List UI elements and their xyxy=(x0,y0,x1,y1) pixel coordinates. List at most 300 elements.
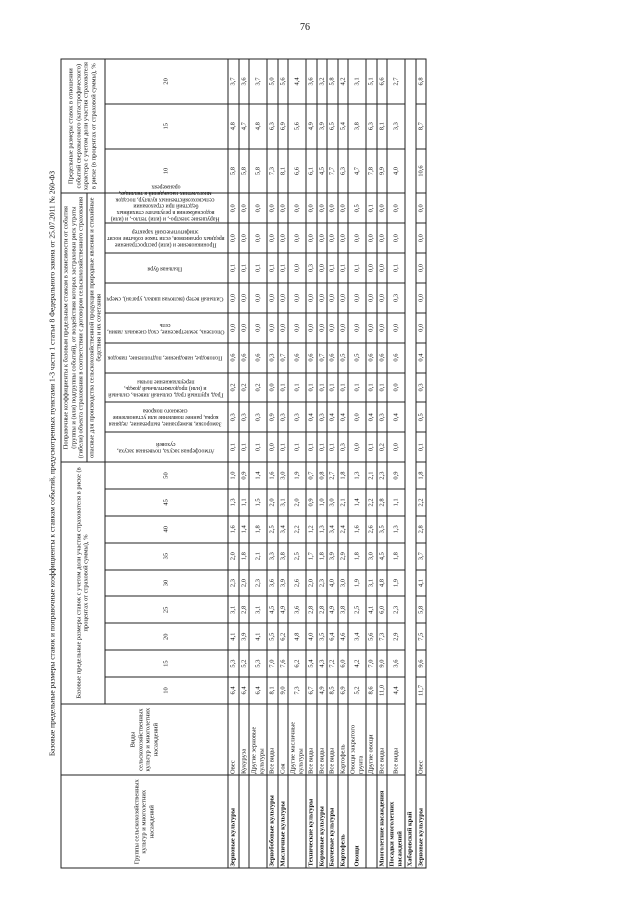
base-rate-cell: 3,0 xyxy=(366,542,377,569)
coefficient-cell: 0,0 xyxy=(239,223,250,253)
row-kind: Картофель xyxy=(338,703,349,775)
header-base-rates: Базовые предельные размеры ставок с учетом доли участия страхователя в риске (в процентах от страховой суммы), % xyxy=(61,462,105,704)
row-group: Технические культуры xyxy=(306,775,317,868)
base-rate-cell: 2,0 xyxy=(228,542,239,569)
coefficient-cell: 0,6 xyxy=(249,342,267,372)
coefficient-cell: 0,1 xyxy=(306,372,317,402)
base-rate-cell: 4,8 xyxy=(288,623,306,650)
base-rate-cell: 2,0 xyxy=(306,569,317,596)
base-rate-cell: 6,4 xyxy=(327,623,338,650)
coefficient-cell: 0,6 xyxy=(288,342,306,372)
base-rate-cell: 5,6 xyxy=(366,623,377,650)
row-kind: Все виды xyxy=(306,703,317,775)
page-number: 76 xyxy=(300,22,310,33)
base-rate-cell: 1,9 xyxy=(348,569,366,596)
coefficient-cell: 0,0 xyxy=(387,193,405,223)
coefficient-cell: 0,6 xyxy=(377,342,388,372)
final-rate-cell: 5,8 xyxy=(249,148,267,193)
base-rate-cell: 1,1 xyxy=(239,488,250,515)
final-rate-cell: 4,8 xyxy=(228,103,239,148)
coefficient-cell: 0,3 xyxy=(288,402,306,432)
table-row xyxy=(317,59,328,868)
coefficient-cell: 0,1 xyxy=(288,372,306,402)
coefficient-cell: 0,3 xyxy=(239,402,250,432)
base-rate-cell: 5,3 xyxy=(249,650,267,677)
header-coef-label: Атмосферная засуха, почвенная засуха, суховей xyxy=(116,440,214,454)
base-rate-cell: 2,3 xyxy=(387,596,405,623)
coefficient-cell: 0,1 xyxy=(288,432,306,462)
coefficient-cell: 0,1 xyxy=(239,432,250,462)
base-rate-cell: 1,8 xyxy=(387,542,405,569)
coefficient-cell: 0,0 xyxy=(288,193,306,223)
row-kind: Все виды xyxy=(267,703,278,775)
final-rate-cell: 3,2 xyxy=(317,59,328,104)
base-rate-cell: 2,8 xyxy=(416,515,427,542)
coefficient-cell: 0,1 xyxy=(327,372,338,402)
base-rate-cell: 5,2 xyxy=(348,677,366,704)
header-coef-column xyxy=(105,183,229,223)
coefficient-cell: 0,1 xyxy=(249,253,267,283)
final-rate-cell: 3,1 xyxy=(348,59,366,104)
header-coef-label: Заморозки, вымерзание, выпревание, ледяная корка, раннее появление или установление снежного покрова xyxy=(108,407,222,427)
final-rate-cell: 4,7 xyxy=(348,148,366,193)
coefficient-cell: 0,0 xyxy=(249,223,267,253)
base-rate-cell: 8,5 xyxy=(327,677,338,704)
row-group: Бахчевые культуры xyxy=(327,775,338,868)
base-rate-cell: 3,3 xyxy=(267,542,278,569)
base-rate-cell: 2,9 xyxy=(387,623,405,650)
coefficient-cell: 0,1 xyxy=(228,253,239,283)
coefficient-cell: 0,0 xyxy=(327,193,338,223)
base-rate-cell: 1,3 xyxy=(387,515,405,542)
coefficient-cell: 0,0 xyxy=(306,223,317,253)
coefficient-cell: 0,0 xyxy=(278,223,289,253)
coefficient-cell: 0,0 xyxy=(239,193,250,223)
coefficient-cell: 0,0 xyxy=(387,372,405,402)
final-rate-cell: 6,3 xyxy=(366,103,377,148)
coefficient-cell: 0,4 xyxy=(338,402,349,432)
header-coef-column xyxy=(105,402,229,432)
coefficient-cell: 0,0 xyxy=(366,253,377,283)
row-kind: Соя xyxy=(278,703,289,775)
final-rate-cell: 7,3 xyxy=(267,148,278,193)
base-rate-cell: 5,3 xyxy=(228,650,239,677)
coefficient-cell: 0,0 xyxy=(327,223,338,253)
base-rate-cell: 4,9 xyxy=(278,596,289,623)
final-rate-cell: 8,7 xyxy=(416,103,427,148)
base-rate-cell: 2,2 xyxy=(288,515,306,542)
base-rate-cell: 6,4 xyxy=(239,677,250,704)
coefficient-cell: 0,0 xyxy=(278,312,289,342)
coefficient-cell: 0,0 xyxy=(377,223,388,253)
base-rate-cell: 7,3 xyxy=(377,623,388,650)
base-rate-cell: 1,8 xyxy=(239,542,250,569)
final-rate-cell: 5,8 xyxy=(327,59,338,104)
final-rate-cell: 3,6 xyxy=(306,59,317,104)
base-rate-cell: 0,9 xyxy=(306,488,317,515)
coefficient-cell: 0,2 xyxy=(228,372,239,402)
row-kind: Другие зерновые культуры xyxy=(249,703,267,775)
base-rate-cell: 4,9 xyxy=(317,677,328,704)
coefficient-cell: 0,0 xyxy=(306,283,317,313)
final-rate-cell: 8,1 xyxy=(377,103,388,148)
coefficient-cell: 0,5 xyxy=(338,342,349,372)
base-rate-cell: 4,2 xyxy=(348,650,366,677)
table-row xyxy=(366,59,377,868)
row-group: Посадки многолетних насаждений xyxy=(387,775,405,868)
header-coef-label: Град, крупный град, сильный ливень, сильный и (или) продолжительный дождь, переувлажнение почвы xyxy=(107,377,223,397)
final-rate-cell: 4,2 xyxy=(338,59,349,104)
base-rate-cell: 4,4 xyxy=(387,677,405,704)
base-rate-cell: 1,9 xyxy=(288,462,306,489)
base-rate-cell: 5,8 xyxy=(416,596,427,623)
final-rate-cell: 3,6 xyxy=(239,59,250,104)
base-rate-cell: 3,9 xyxy=(327,542,338,569)
header-coef-label: Проникновение и (или) распространение вредных организмов, если такое событие носит эпифитотический характер xyxy=(106,228,224,248)
table-row xyxy=(338,59,349,868)
row-group: Зерновые культуры xyxy=(228,775,239,868)
row-group: Многолетние насаждения xyxy=(377,775,388,868)
final-rate-cell: 2,7 xyxy=(387,59,405,104)
base-rate-cell: 1,8 xyxy=(416,462,427,489)
final-rate-cell: 10,6 xyxy=(416,148,427,193)
coefficient-cell: 0,0 xyxy=(239,283,250,313)
final-rate-cell: 3,7 xyxy=(228,59,239,104)
header-coef-label: Сильный ветер (включая шквал, ураган), смерч xyxy=(106,294,224,301)
header-coef-column xyxy=(105,372,229,402)
final-rate-cell: 5,6 xyxy=(278,59,289,104)
base-rate-cell: 6,4 xyxy=(249,677,267,704)
header-coef-label: Пыльная буря xyxy=(147,264,183,271)
coefficient-cell: 0,7 xyxy=(278,342,289,372)
final-rate-cell: 4,4 xyxy=(288,59,306,104)
coefficient-cell: 0,0 xyxy=(387,432,405,462)
base-rate-cell: 6,2 xyxy=(288,650,306,677)
base-rate-cell: 2,8 xyxy=(306,596,317,623)
base-rate-cell: 2,3 xyxy=(228,569,239,596)
base-rate-cell: 4,1 xyxy=(366,596,377,623)
coefficient-cell: 0,3 xyxy=(338,432,349,462)
coefficient-cell: 0,0 xyxy=(306,193,317,223)
row-group xyxy=(288,775,306,868)
base-rate-cell: 3,6 xyxy=(387,650,405,677)
base-rate-cell: 4,1 xyxy=(416,569,427,596)
coefficient-cell: 0,0 xyxy=(249,193,267,223)
coefficient-cell: 0,0 xyxy=(317,253,328,283)
coefficient-cell: 0,2 xyxy=(377,432,388,462)
coefficient-cell: 0,0 xyxy=(228,193,239,223)
row-group: Овощи xyxy=(348,775,366,868)
coefficient-cell: 0,0 xyxy=(348,402,366,432)
base-rate-cell: 1,6 xyxy=(267,462,278,489)
row-group xyxy=(239,775,250,868)
header-base-pct: 10 xyxy=(105,677,229,704)
row-kind: Все виды xyxy=(327,703,338,775)
coefficient-cell: 0,1 xyxy=(228,432,239,462)
base-rate-cell: 5,2 xyxy=(239,650,250,677)
coefficient-cell: 0,0 xyxy=(348,223,366,253)
coefficient-cell: 0,0 xyxy=(278,283,289,313)
coefficient-cell: 0,0 xyxy=(288,253,306,283)
coefficient-cell: 0,7 xyxy=(317,342,328,372)
header-final-pct: 10 xyxy=(105,148,229,193)
header-natural-events: опасные для производства сельскохозяйственной продукции природные явления и стихийные бедствия и их сочетания xyxy=(87,193,105,462)
row-group: Зерновые культуры xyxy=(416,775,427,868)
header-base-pct: 25 xyxy=(105,596,229,623)
row-kind: Овес xyxy=(416,703,427,775)
coefficient-cell: 0,0 xyxy=(288,283,306,313)
coefficient-cell: 0,0 xyxy=(327,312,338,342)
coefficient-cell: 0,1 xyxy=(338,253,349,283)
header-base-pct: 35 xyxy=(105,542,229,569)
coefficient-cell: 0,0 xyxy=(267,283,278,313)
coefficient-cell: 0,4 xyxy=(387,402,405,432)
final-rate-cell: 4,5 xyxy=(317,148,328,193)
base-rate-cell: 0,7 xyxy=(306,462,317,489)
table-row xyxy=(306,59,317,868)
base-rate-cell: 7,3 xyxy=(288,677,306,704)
header-base-pct: 20 xyxy=(105,623,229,650)
base-rate-cell: 11,0 xyxy=(377,677,388,704)
row-kind: Овощи закрытого грунта xyxy=(348,703,366,775)
header-base-pct: 15 xyxy=(105,650,229,677)
base-rate-cell: 4,5 xyxy=(267,596,278,623)
row-kind: Другие овощи xyxy=(366,703,377,775)
coefficient-cell: 0,4 xyxy=(306,402,317,432)
table-row xyxy=(239,59,250,868)
coefficient-cell: 0,0 xyxy=(317,223,328,253)
header-coef-column xyxy=(105,342,229,372)
row-kind: Все виды xyxy=(317,703,328,775)
header-final-rates: Предельные размеры ставок в отношении событий сверхвысокого (катастрофического) характера с учетом доли участия страхователя в риске (в процентах от страховой суммы), % xyxy=(61,59,105,193)
final-rate-cell: 4,8 xyxy=(249,103,267,148)
base-rate-cell: 1,8 xyxy=(348,542,366,569)
final-rate-cell: 5,0 xyxy=(267,59,278,104)
final-rate-cell: 3,7 xyxy=(249,59,267,104)
base-rate-cell: 1,8 xyxy=(338,462,349,489)
base-rate-cell: 3,4 xyxy=(327,515,338,542)
base-rate-cell: 2,6 xyxy=(366,515,377,542)
base-rate-cell: 6,4 xyxy=(228,677,239,704)
base-rate-cell: 9,0 xyxy=(377,650,388,677)
base-rate-cell: 1,0 xyxy=(317,488,328,515)
base-rate-cell: 3,8 xyxy=(278,542,289,569)
coefficient-cell: 0,0 xyxy=(338,283,349,313)
base-rate-cell: 1,5 xyxy=(249,488,267,515)
base-rate-cell: 0,8 xyxy=(317,462,328,489)
base-rate-cell: 3,5 xyxy=(317,623,328,650)
coefficient-cell: 0,6 xyxy=(366,342,377,372)
coefficient-cell: 0,5 xyxy=(416,402,427,432)
coefficient-cell: 0,3 xyxy=(306,253,317,283)
final-rate-cell: 6,6 xyxy=(377,59,388,104)
coefficient-cell: 0,0 xyxy=(267,223,278,253)
row-group xyxy=(249,775,267,868)
coefficient-cell: 0,1 xyxy=(317,432,328,462)
base-rate-cell: 3,1 xyxy=(228,596,239,623)
base-rate-cell: 6,9 xyxy=(338,677,349,704)
base-rate-cell: 4,6 xyxy=(338,623,349,650)
header-coef-column xyxy=(105,432,229,462)
base-rate-cell: 4,9 xyxy=(327,596,338,623)
row-kind: Другие масличные культуры xyxy=(288,703,306,775)
coefficient-cell: 0,3 xyxy=(377,402,388,432)
final-rate-cell: 6,8 xyxy=(416,59,427,104)
base-rate-cell: 2,2 xyxy=(366,488,377,515)
header-coef-column xyxy=(105,283,229,313)
header-final-pct: 20 xyxy=(105,59,229,104)
coefficient-cell: 0,0 xyxy=(317,312,328,342)
coefficient-cell: 0,3 xyxy=(228,402,239,432)
coefficient-cell: 0,1 xyxy=(366,193,377,223)
base-rate-cell: 6,2 xyxy=(278,623,289,650)
base-rate-cell: 1,3 xyxy=(317,515,328,542)
table-row xyxy=(416,59,427,868)
coefficient-cell: 0,1 xyxy=(306,432,317,462)
coefficient-cell: 0,1 xyxy=(278,253,289,283)
coefficient-cell: 0,1 xyxy=(387,253,405,283)
base-rate-cell: 1,7 xyxy=(306,542,317,569)
final-rate-cell: 5,6 xyxy=(288,103,306,148)
table-row xyxy=(267,59,278,868)
table-title: Базовые предельные размеры ставок и поправочные коэффициенты к ставкам событий, предусмотренных пунктами 1-3 части 1 статьи 8 Федерального закона от 25.07.2011 № 260-ФЗ xyxy=(47,170,57,756)
coefficient-cell: 0,0 xyxy=(228,283,239,313)
base-rate-cell: 3,7 xyxy=(416,542,427,569)
base-rate-cell: 9,0 xyxy=(278,677,289,704)
base-rate-cell: 3,1 xyxy=(249,596,267,623)
base-rate-cell: 2,5 xyxy=(288,542,306,569)
row-group xyxy=(366,775,377,868)
table-sheet xyxy=(48,58,593,868)
base-rate-cell: 6,0 xyxy=(377,596,388,623)
table-row xyxy=(377,59,388,868)
base-rate-cell: 2,0 xyxy=(267,488,278,515)
base-rate-cell: 3,1 xyxy=(278,488,289,515)
coefficient-cell: 0,3 xyxy=(416,372,427,402)
base-rate-cell: 2,9 xyxy=(338,542,349,569)
base-rate-cell: 2,0 xyxy=(239,569,250,596)
coefficient-cell: 0,0 xyxy=(306,312,317,342)
table-row xyxy=(387,59,405,868)
base-rate-cell: 4,0 xyxy=(306,623,317,650)
base-rate-cell: 3,4 xyxy=(348,623,366,650)
base-rate-cell: 1,6 xyxy=(228,515,239,542)
base-rate-cell: 1,3 xyxy=(348,462,366,489)
coefficient-cell: 0,1 xyxy=(348,253,366,283)
coefficient-cell: 0,0 xyxy=(416,253,427,283)
coefficient-cell: 0,1 xyxy=(366,432,377,462)
base-rate-cell: 2,5 xyxy=(348,596,366,623)
base-rate-cell: 2,3 xyxy=(317,569,328,596)
coefficient-cell: 0,6 xyxy=(239,342,250,372)
base-rate-cell: 3,4 xyxy=(278,515,289,542)
coefficient-cell: 0,0 xyxy=(228,312,239,342)
base-rate-cell: 4,1 xyxy=(249,623,267,650)
coefficient-cell: 0,0 xyxy=(377,253,388,283)
rates-table xyxy=(61,58,427,868)
base-rate-cell: 7,0 xyxy=(366,650,377,677)
coefficient-cell: 0,3 xyxy=(317,402,328,432)
base-rate-cell: 2,5 xyxy=(267,515,278,542)
base-rate-cell: 11,7 xyxy=(416,677,427,704)
final-rate-cell: 6,1 xyxy=(306,148,317,193)
table-row xyxy=(278,59,289,868)
coefficient-cell: 0,0 xyxy=(317,193,328,223)
coefficient-cell: 0,0 xyxy=(348,283,366,313)
coefficient-cell: 0,0 xyxy=(327,283,338,313)
base-rate-cell: 5,4 xyxy=(306,650,317,677)
coefficient-cell: 0,0 xyxy=(278,193,289,223)
coefficient-cell: 0,0 xyxy=(416,283,427,313)
final-rate-cell: 7,7 xyxy=(327,148,338,193)
coefficient-cell: 0,0 xyxy=(317,283,328,313)
base-rate-cell: 7,2 xyxy=(327,650,338,677)
base-rate-cell: 9,6 xyxy=(416,650,427,677)
coefficient-cell: 0,1 xyxy=(377,372,388,402)
base-rate-cell: 3,0 xyxy=(278,462,289,489)
base-rate-cell: 1,4 xyxy=(239,515,250,542)
final-rate-cell: 4,9 xyxy=(306,103,317,148)
coefficient-cell: 0,0 xyxy=(366,283,377,313)
final-rate-cell: 5,8 xyxy=(239,148,250,193)
header-base-pct: 40 xyxy=(105,515,229,542)
base-rate-cell: 1,1 xyxy=(387,488,405,515)
base-rate-cell: 3,6 xyxy=(267,569,278,596)
header-group: Группы сельскохозяйственных культур и многолетних насаждений xyxy=(61,775,228,868)
header-coef-column xyxy=(105,223,229,253)
coefficient-cell: 0,0 xyxy=(267,312,278,342)
base-rate-cell: 2,6 xyxy=(288,569,306,596)
header-coefficients: Поправочные коэффициенты к базовым предельным ставкам в зависимости от события (группы и (или) подгруппы событий), от воздействия которых застрахован риск утраты (гибели) объекта страхования в соответствии с договором сельскохозяйственного страхования xyxy=(61,193,87,462)
base-rate-cell: 2,7 xyxy=(327,462,338,489)
coefficient-cell: 0,1 xyxy=(327,253,338,283)
row-kind: Кукуруза xyxy=(239,703,250,775)
final-rate-cell: 3,9 xyxy=(317,103,328,148)
base-rate-cell: 2,8 xyxy=(377,488,388,515)
base-rate-cell: 2,0 xyxy=(288,488,306,515)
base-rate-cell: 3,5 xyxy=(377,515,388,542)
coefficient-cell: 0,4 xyxy=(366,402,377,432)
final-rate-cell: 6,3 xyxy=(338,148,349,193)
final-rate-cell: 4,7 xyxy=(239,103,250,148)
coefficient-cell: 0,0 xyxy=(228,223,239,253)
header-coef-label: Оползень, землетрясение, сход снежных лавин, сель xyxy=(106,321,224,334)
coefficient-cell: 0,6 xyxy=(327,342,338,372)
coefficient-cell: 0,0 xyxy=(267,193,278,223)
base-rate-cell: 1,8 xyxy=(249,515,267,542)
final-rate-cell: 5,4 xyxy=(338,103,349,148)
base-rate-cell: 1,4 xyxy=(249,462,267,489)
coefficient-cell: 0,0 xyxy=(267,372,278,402)
row-group: Кормовые культуры xyxy=(317,775,328,868)
coefficient-cell: 0,0 xyxy=(416,193,427,223)
coefficient-cell: 0,2 xyxy=(249,372,267,402)
coefficient-cell: 0,0 xyxy=(366,312,377,342)
final-rate-cell: 7,8 xyxy=(366,148,377,193)
coefficient-cell: 0,0 xyxy=(338,312,349,342)
base-rate-cell: 1,4 xyxy=(348,488,366,515)
header-base-pct: 30 xyxy=(105,569,229,596)
coefficient-cell: 0,0 xyxy=(377,312,388,342)
base-rate-cell: 7,0 xyxy=(267,650,278,677)
base-rate-cell: 5,5 xyxy=(267,623,278,650)
region-row xyxy=(405,59,416,868)
coefficient-cell: 0,0 xyxy=(366,223,377,253)
final-rate-cell: 4,0 xyxy=(387,148,405,193)
base-rate-cell: 7,6 xyxy=(278,650,289,677)
table-row xyxy=(249,59,267,868)
coefficient-cell: 0,1 xyxy=(278,372,289,402)
